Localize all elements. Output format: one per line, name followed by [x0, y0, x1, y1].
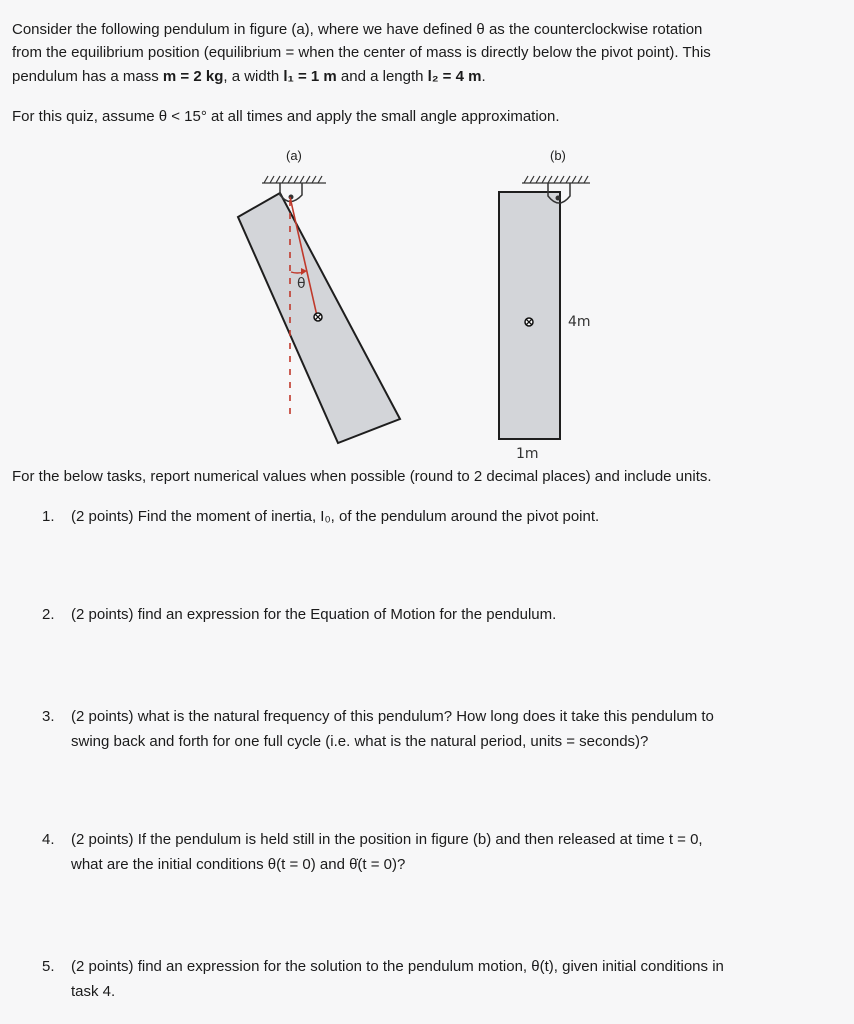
caption-b: (b) — [550, 148, 566, 163]
intro-line-3c: and a length — [336, 68, 428, 85]
intro-line-1: Consider the following pendulum in figure (a), where we have defined θ as the counterclockwise rotation — [12, 21, 703, 38]
question-5-number: 5. — [42, 958, 55, 975]
question-5-line-2: task 4. — [71, 983, 116, 1000]
center-of-mass-b — [525, 318, 533, 326]
caption-a: (a) — [286, 148, 302, 163]
question-4-line-2: what are the initial conditions θ(t = 0) and θ̇(t = 0)? — [71, 856, 406, 873]
length-label-4m: 4m — [568, 314, 591, 330]
pendulum-block-b — [499, 192, 560, 439]
theta-label: θ — [297, 276, 306, 292]
intro-line-3b: , a width — [223, 68, 284, 85]
width-label-1m: 1m — [516, 446, 539, 460]
intro-line-3d: . — [481, 68, 486, 85]
question-4-line-1: (2 points) If the pendulum is held still in the position in figure (b) and then released at time t = 0, — [71, 831, 703, 848]
question-3-number: 3. — [42, 708, 55, 725]
assumption-text: For this quiz, assume θ < 15° at all times and apply the small angle approximation. — [12, 108, 560, 125]
question-1-number: 1. — [42, 508, 55, 525]
question-3-line-2: swing back and forth for one full cycle (i.e. what is the natural period, units = seconds)? — [71, 733, 649, 750]
question-4-number: 4. — [42, 831, 55, 848]
ceiling-b — [522, 176, 590, 183]
length-value: l₂ = 4 m — [427, 68, 482, 85]
pivot-point-b — [556, 196, 561, 201]
question-5-line-1: (2 points) find an expression for the solution to the pendulum motion, θ(t), given initial conditions in — [71, 958, 724, 975]
pendulum-figure — [0, 140, 854, 460]
ceiling-a — [262, 176, 326, 183]
mass-value: m = 2 kg — [162, 68, 224, 85]
intro-line-3a: pendulum has a mass — [12, 68, 163, 85]
question-1-text: (2 points) Find the moment of inertia, I₀, of the pendulum around the pivot point. — [71, 508, 600, 525]
intro-line-3 — [12, 66, 486, 88]
instructions-text: For the below tasks, report numerical values when possible (round to 2 decimal places) and include units. — [12, 468, 712, 485]
question-2-text: (2 points) find an expression for the Equation of Motion for the pendulum. — [71, 606, 557, 623]
intro-line-2: from the equilibrium position (equilibrium = when the center of mass is directly below the pivot point). This — [12, 44, 711, 61]
width-value: l₁ = 1 m — [283, 68, 337, 85]
question-3-line-1: (2 points) what is the natural frequency of this pendulum? How long does it take this pendulum to — [71, 708, 714, 725]
question-2-number: 2. — [42, 606, 55, 623]
center-of-mass-a — [314, 313, 322, 321]
